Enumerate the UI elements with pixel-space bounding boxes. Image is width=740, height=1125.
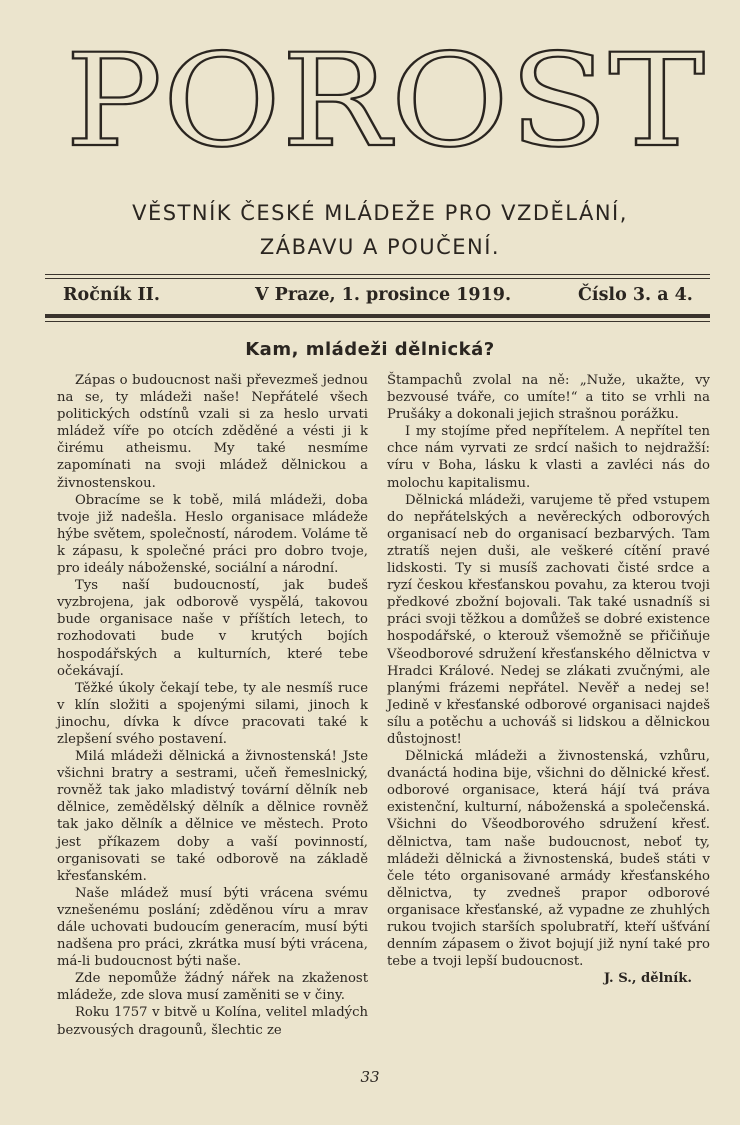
article-paragraph: Naše mládež musí býti vrácena svému vznešenému poslání; zděděnou víru a mrav dále uchovati budoucím generacím, musí býti nadšena pro práci, zkrátka musí býti vrácena, má-li budoucnost býti naše. (57, 885, 368, 970)
article-paragraph: Těžké úkoly čekají tebe, ty ale nesmíš ruce v klín složiti a spojenými silami, jinoch k jinochu, dívka k dívce pracovati také k zlepšení svého postavení. (57, 680, 368, 747)
article-paragraph: Zápas o budoucnost naši převezmeš jednou na se, ty mládeži naše! Nepřátelé všech politických odstínů vzali si za heslo urvati mládež víře po otcích zděděné a vésti ji k čirému atheismu. My také nesmíme zapomínati na svoji mládež dělnickou a živnostenskou. (57, 373, 368, 491)
article-paragraph: Obracíme se k tobě, milá mládeži, doba tvoje již nadešla. Heslo organisace mládeže hýbe světem, společností, národem. Voláme tě k zápasu, k společné práci pro dobro tvoje, pro ideály náboženské, sociální a národní. (57, 492, 368, 577)
article-paragraph: Zde nepomůže žádný nářek na zkaženost mládeže, zde slova musí zaměniti se v činy. (57, 971, 368, 1004)
subtitle-line-1: VĚSTNÍK ČESKÉ MLÁDEŽE PRO VZDĚLÁNÍ, (132, 201, 628, 225)
masthead-title-logo (60, 40, 710, 155)
article-paragraph-continuation: Štampachů zvolal na ně: „Nuže, ukažte, vy bezvousé tváře, co umíte!“ a tito se vrhli na Prušáky a dokonali jejich strašnou porážku. (387, 373, 710, 423)
article-paragraph: Roku 1757 v bitvě u Kolína, velitel mladých bezvousých dragounů, šlechtic ze (57, 1005, 368, 1038)
issue-info-row (45, 283, 710, 311)
article-paragraph: I my stojíme před nepřítelem. A nepřítel ten chce nám vyrvati ze srdcí našich to nejdražší: víru v Boha, lásku k vlasti a zavléci nás do molochu kapitalismu. (387, 424, 710, 491)
issue-number: Číslo 3. a 4. (578, 285, 693, 305)
page-number: 33 (360, 1068, 380, 1086)
article-column-left (57, 372, 368, 1039)
article-headline: Kam, mládeži dělnická? (245, 339, 495, 360)
divider-top-2 (45, 278, 710, 279)
volume-label: Ročník II. (63, 285, 160, 305)
masthead-subtitle (50, 196, 710, 264)
masthead-title: POROST (65, 40, 705, 155)
divider-thick (45, 314, 710, 318)
divider-top-1 (45, 274, 710, 275)
article-column-right (387, 372, 710, 987)
divider-bottom (45, 321, 710, 322)
article-paragraph: Milá mládeži dělnická a živnostenská! Jste všichni bratry a sestrami, učeň řemeslnický, rovněž tak jako mladistvý tovární dělník neb dělnice, zemědělský dělník a dělnice rovněž tak jako dělník a dělnice ve městech. Proto jest příkazem doby a vaší povinností, organisovati se také odborově na základě křesťanském. (57, 749, 368, 884)
subtitle-line-2: ZÁBAVU A POUČENÍ. (259, 235, 501, 259)
article-paragraph: Tys naší budoucností, jak budeš vyzbrojena, jak odborově vyspělá, takovou bude organisace naše v příštích letech, to rozhodovati bude v krutých bojích hospodářských a kulturních, které tebe očekávají. (57, 578, 368, 679)
article-signature: J. S., dělník. (603, 971, 692, 987)
article-paragraph: Dělnická mládeži a živnostenská, vzhůru, dvanáctá hodina bije, všichni do dělnické křesť. odborové organisace, která hájí tvá práva existenční, kulturní, náboženská a společenská. Všichni do Všeodborového sdružení křesť. dělnictva, tam naše budoucnost, neboť ty, mládeži dělnická a živnostenská, budeš státi v čele této organisované armády křesťanského dělnictva, ty zvedneš prapor odborové organisace křesťanské, až vypadne ze zhuhlých rukou tvojich starších spolubratří, kteří ušťvání denním zápasem o život bojují již nyní také pro tebe a tvoji lepší budoucnost. (387, 749, 710, 970)
place-date: V Praze, 1. prosince 1919. (255, 285, 512, 305)
masthead (60, 40, 710, 155)
article-paragraph: Dělnická mládeži, varujeme tě před vstupem do nepřátelských a nevěreckých odborových organisací neb do organisací bezbarvých. Tam ztratíš nejen duši, ale veškeré cítění pravé lidskosti. Ty si musíš zachovati čisté srdce a ryzí českou křesťanskou povahu, za kterou tvoji předkové zbožní bojovali. Tak také usnadníš si práci svoji těžkou a domůžeš se dobré existence hospodářské, o kterouž všemožně se přičiňuje Všeodborové sdružení křesťanského dělnictva v Hradci Králové. Nedej se zlákati zvučnými, ale planými frázemi nepřátel. Nevěř a nedej se! Jedině v křesťanské odborové organisaci najdeš sílu a potěchu a uchováš si lidskou a dělnickou důstojnost! (387, 492, 710, 747)
